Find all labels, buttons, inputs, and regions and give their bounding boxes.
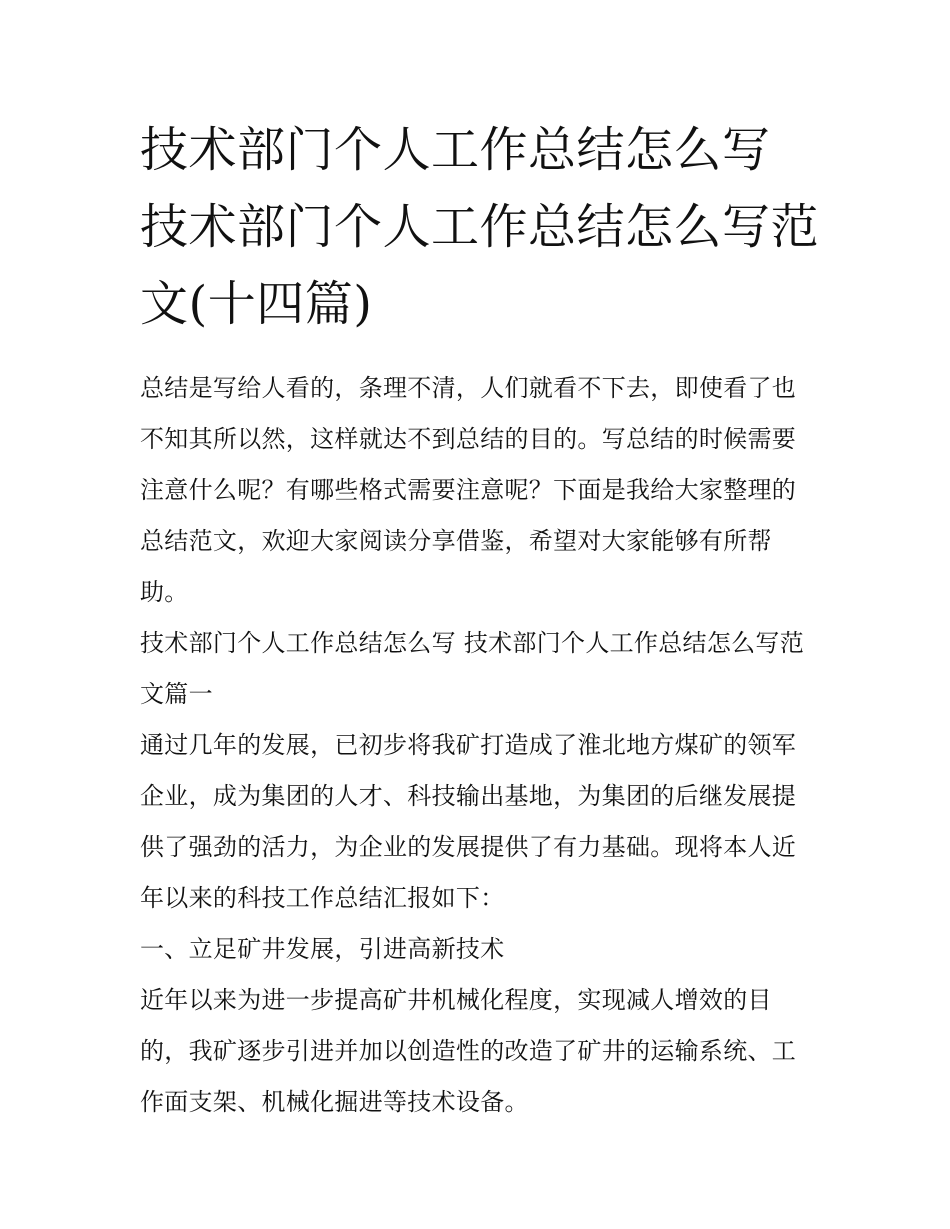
- body-paragraph: 近年以来为进一步提高矿井机械化程度，实现减人增效的目的，我矿逐步引进并加以创造性的改造了矿井的运输系统、工作面支架、机械化掘进等技术设备。: [140, 986, 797, 1116]
- document-body: [140, 112, 820, 1128]
- body-paragraph: 通过几年的发展，已初步将我矿打造成了淮北地方煤矿的领军企业，成为集团的人才、科技输出基地，为集团的后继发展提供了强劲的活力，为企业的发展提供了有力基础。现将本人近年以来的科技工作总结汇报如下：: [140, 731, 797, 912]
- section-heading: 技术部门个人工作总结怎么写 技术部门个人工作总结怎么写范文篇一: [140, 629, 805, 708]
- intro-paragraph: 总结是写给人看的，条理不清，人们就看不下去，即使看了也不知其所以然，这样就达不到总结的目的。写总结的时候需要注意什么呢？有哪些格式需要注意呢？下面是我给大家整理的总结范文，欢迎大家阅读分享借鉴，希望对大家能够有所帮助。: [140, 374, 797, 606]
- subsection-heading: 一、立足矿井发展，引进高新技术: [140, 935, 505, 963]
- document-title: 技术部门个人工作总结怎么写 技术部门个人工作总结怎么写范文(十四篇): [140, 122, 820, 332]
